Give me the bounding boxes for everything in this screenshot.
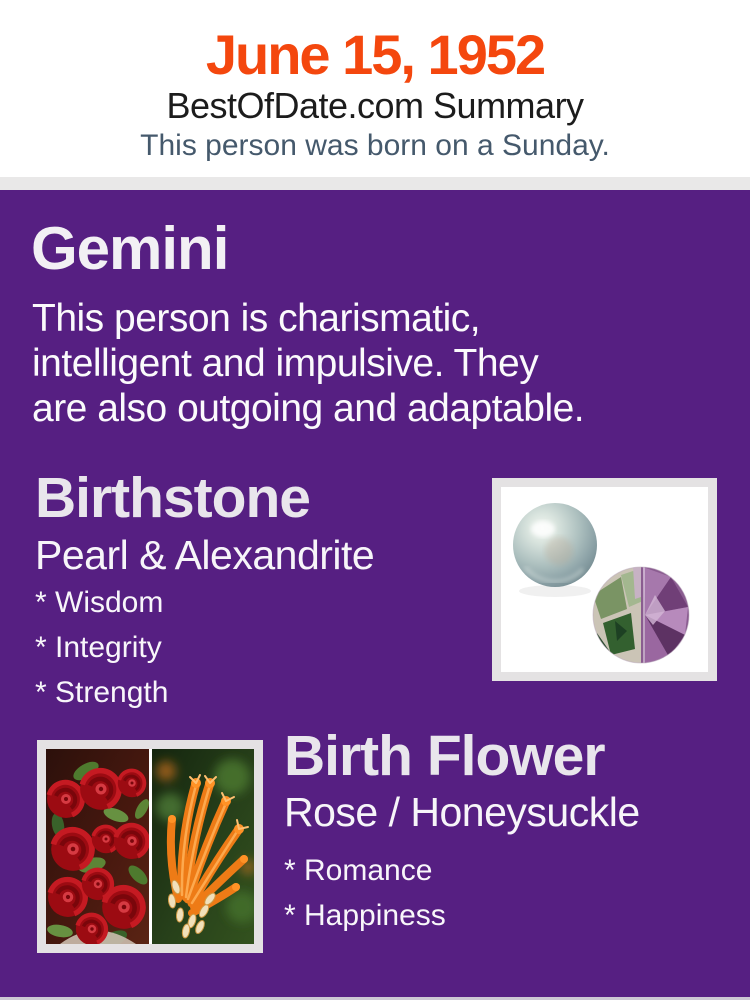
zodiac-description-line: are also outgoing and adaptable. xyxy=(32,387,585,430)
site-summary-title: BestOfDate.com Summary xyxy=(166,85,584,126)
birth-flower-trait: * Romance xyxy=(284,854,433,887)
zodiac-description-line: intelligent and impulsive. They xyxy=(32,342,539,385)
pearl-and-alexandrite-graphic xyxy=(501,487,708,672)
birthstone-trait: * Integrity xyxy=(35,631,162,664)
header-divider xyxy=(0,177,750,190)
born-on-note: This person was born on a Sunday. xyxy=(140,129,610,162)
birthstone-names: Pearl & Alexandrite xyxy=(35,532,375,578)
birthstone-trait: * Wisdom xyxy=(35,586,164,619)
birthstone-image xyxy=(492,478,717,681)
pearl-graphic xyxy=(513,503,597,587)
date-title: June 15, 1952 xyxy=(205,23,545,86)
birth-flower-heading: Birth Flower xyxy=(284,724,605,788)
header xyxy=(0,0,750,177)
zodiac-description-line: This person is charismatic, xyxy=(32,297,481,340)
roses-photo xyxy=(46,749,149,944)
birth-flower-image xyxy=(37,740,263,953)
zodiac-description xyxy=(32,296,584,431)
birth-flower-trait: * Happiness xyxy=(284,899,446,932)
honeysuckle-photo xyxy=(152,749,254,944)
birthstone-heading: Birthstone xyxy=(35,466,310,530)
birth-flower-traits xyxy=(284,848,446,938)
birthstone-trait: * Strength xyxy=(35,676,169,709)
zodiac-sign-heading: Gemini xyxy=(31,215,229,282)
birth-flower-names: Rose / Honeysuckle xyxy=(284,789,640,835)
birthstone-traits xyxy=(35,580,168,715)
